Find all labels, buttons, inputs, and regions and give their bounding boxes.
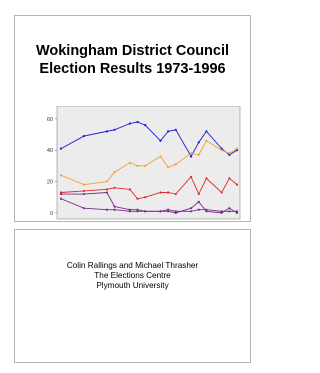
data-point	[205, 177, 207, 179]
data-point	[228, 177, 230, 179]
data-point	[228, 210, 230, 212]
data-point	[136, 165, 138, 167]
data-point	[198, 193, 200, 195]
data-point	[159, 155, 161, 157]
data-point	[136, 121, 138, 123]
data-point	[129, 122, 131, 124]
data-point	[83, 184, 85, 186]
data-point	[106, 209, 108, 211]
data-point	[159, 210, 161, 212]
data-point	[198, 141, 200, 143]
y-axis	[47, 117, 57, 217]
data-point	[228, 207, 230, 209]
data-point	[159, 191, 161, 193]
data-point	[190, 207, 192, 209]
y-tick-label: 40	[46, 148, 53, 155]
data-point	[106, 130, 108, 132]
credits-panel	[14, 229, 251, 363]
data-point	[190, 176, 192, 178]
data-point	[106, 188, 108, 190]
data-point	[113, 171, 115, 173]
data-point	[136, 210, 138, 212]
centre-text: The Elections Centre	[94, 271, 171, 280]
data-point	[198, 201, 200, 203]
data-point	[60, 174, 62, 176]
data-point	[175, 193, 177, 195]
data-point	[60, 193, 62, 195]
data-point	[83, 193, 85, 195]
title-line-1: Wokingham District Council	[35, 43, 230, 59]
data-point	[167, 166, 169, 168]
data-point	[83, 207, 85, 209]
data-point	[167, 191, 169, 193]
data-point	[113, 209, 115, 211]
title-line-2: Election Results 1973-1996	[39, 61, 226, 77]
data-point	[144, 124, 146, 126]
data-point	[236, 184, 238, 186]
data-point	[175, 212, 177, 214]
data-point	[106, 191, 108, 193]
data-point	[60, 148, 62, 150]
data-point	[221, 191, 223, 193]
data-point	[228, 152, 230, 154]
data-point	[167, 130, 169, 132]
data-point	[83, 135, 85, 137]
data-point	[175, 163, 177, 165]
data-point	[144, 165, 146, 167]
data-point	[113, 187, 115, 189]
data-point	[129, 188, 131, 190]
data-point	[236, 148, 238, 150]
data-point	[190, 152, 192, 154]
data-point	[221, 149, 223, 151]
plot-area	[57, 106, 240, 219]
data-point	[205, 130, 207, 132]
data-point	[106, 180, 108, 182]
y-tick-label: 60	[46, 116, 53, 123]
data-point	[129, 210, 131, 212]
election-chart	[31, 106, 241, 221]
data-point	[113, 129, 115, 131]
data-point	[198, 154, 200, 156]
data-point	[129, 162, 131, 164]
data-point	[175, 129, 177, 131]
data-point	[205, 140, 207, 142]
data-point	[144, 196, 146, 198]
title-panel	[14, 15, 251, 222]
data-point	[144, 210, 146, 212]
data-point	[83, 190, 85, 192]
data-point	[221, 212, 223, 214]
data-point	[236, 212, 238, 214]
university-text: Plymouth University	[96, 281, 169, 290]
data-point	[136, 198, 138, 200]
data-point	[198, 209, 200, 211]
data-point	[190, 155, 192, 157]
authors-text: Colin Rallings and Michael Thrasher	[66, 261, 199, 270]
data-point	[60, 198, 62, 200]
data-point	[113, 205, 115, 207]
y-tick-label: 0	[49, 210, 53, 217]
y-tick-label: 20	[46, 179, 53, 186]
data-point	[205, 210, 207, 212]
data-point	[159, 140, 161, 142]
data-point	[190, 210, 192, 212]
data-point	[167, 210, 169, 212]
